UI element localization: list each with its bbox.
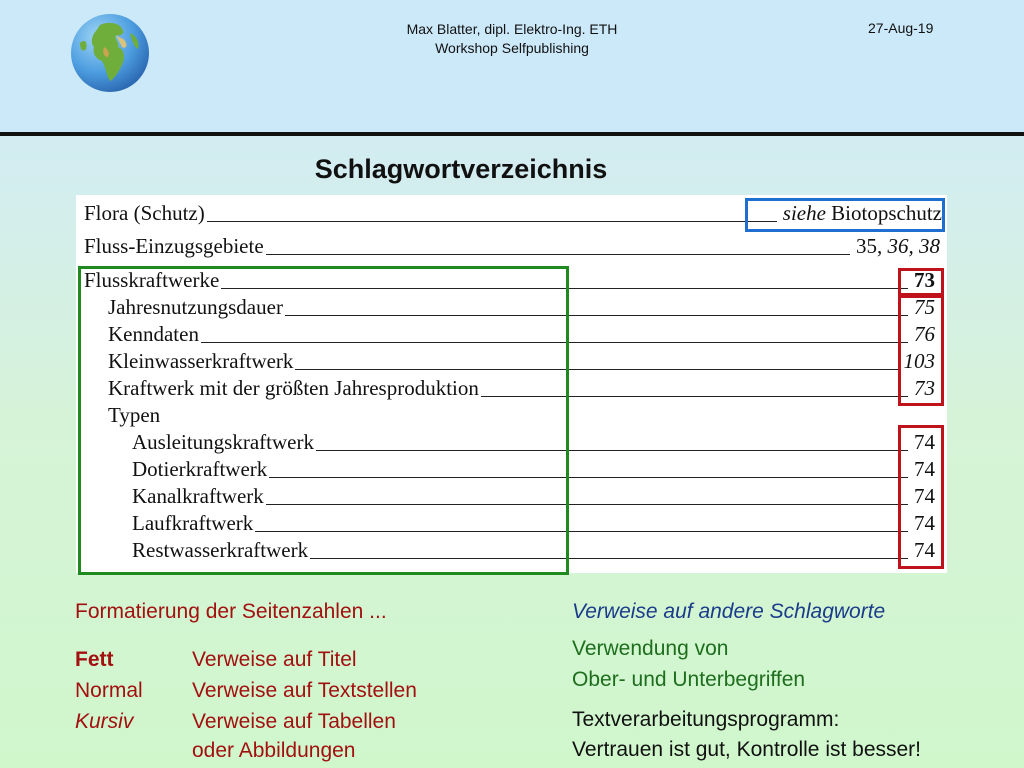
index-page: 73 [914, 376, 935, 400]
index-term: Kanalkraftwerk [132, 484, 264, 508]
normal-pages-highlight [898, 425, 944, 569]
cross-reference-highlight [745, 198, 945, 232]
index-page: 74 [914, 511, 935, 535]
index-term: Dotierkraftwerk [132, 457, 268, 481]
hierarchy-label-line2: Ober- und Unterbegriffen [572, 668, 806, 691]
hierarchy-highlight [78, 266, 569, 575]
bold-page-highlight [898, 268, 944, 296]
index-term: Fluss-Einzugsgebiete [84, 234, 264, 258]
index-term: Typen [108, 403, 161, 427]
format-key-normal: Normal [75, 679, 143, 702]
header-author: Max Blatter, dipl. Elektro-Ing. ETH [406, 21, 618, 37]
format-key-italic: Kursiv [75, 710, 134, 733]
index-term: Restwasserkraftwerk [132, 538, 309, 562]
dot-leader [207, 220, 777, 222]
format-heading: Formatierung der Seitenzahlen ... [75, 600, 387, 623]
index-term: Kleinwasserkraftwerk [108, 349, 294, 373]
index-term: Jahresnutzungsdauer [108, 295, 283, 319]
index-page: 74 [914, 484, 935, 508]
index-page: 74 [914, 457, 935, 481]
index-page: 76 [914, 322, 935, 346]
format-desc-normal: Verweise auf Textstellen [192, 679, 417, 702]
index-row [84, 234, 940, 259]
index-page: 75 [914, 295, 935, 319]
index-page: 73 [914, 268, 935, 292]
index-page: 35, 36, 38 [856, 234, 940, 258]
index-page: 74 [914, 538, 935, 562]
format-key-bold: Fett [75, 648, 114, 671]
format-desc-italic-cont: oder Abbildungen [192, 739, 356, 762]
index-term: Ausleitungskraftwerk [132, 430, 314, 454]
index-term: Flusskraftwerke [84, 268, 220, 292]
index-page: 103 [903, 349, 935, 373]
italic-pages-highlight [898, 295, 944, 406]
header-center-text [330, 20, 694, 58]
index-page: siehe Biotopschutz [782, 201, 942, 225]
dot-leader [266, 253, 850, 255]
cross-reference-label: Verweise auf andere Schlagworte [572, 600, 886, 623]
index-page: 74 [914, 430, 935, 454]
header-divider [0, 132, 1024, 136]
index-term: Laufkraftwerk [132, 511, 254, 535]
header-date: 27-Aug-19 [868, 20, 934, 36]
hierarchy-label-line1: Verwendung von [572, 637, 729, 660]
slide-title: Schlagwortverzeichnis [314, 154, 608, 184]
format-desc-bold: Verweise auf Titel [192, 648, 357, 671]
index-term: Kenndaten [108, 322, 199, 346]
tip-line2: Vertrauen ist gut, Kontrolle ist besser! [572, 738, 922, 761]
globe-icon [70, 13, 150, 93]
header-event: Workshop Selfpublishing [435, 40, 589, 56]
index-term: Kraftwerk mit der größten Jahresproduktion [108, 376, 479, 400]
format-desc-italic: Verweise auf Tabellen [192, 710, 396, 733]
index-term: Flora (Schutz) [84, 201, 205, 225]
tip-line1: Textverarbeitungsprogramm: [572, 708, 840, 731]
